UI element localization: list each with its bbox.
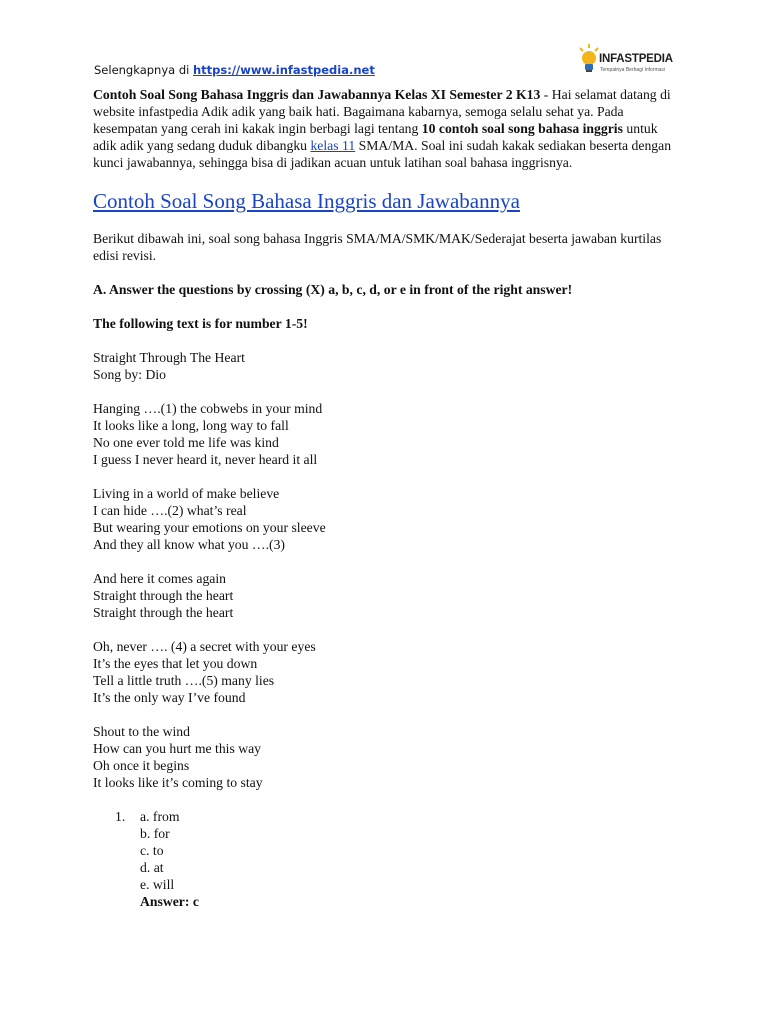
intro-text-2: untuk adik adik yang sedang duduk dibangku (93, 121, 658, 153)
lyric-line: I can hide ….(2) what’s real (93, 503, 247, 518)
lyric-line: But wearing your emotions on your sleeve (93, 520, 326, 535)
page-heading[interactable]: Contoh Soal Song Bahasa Inggris dan Jawabannya (93, 189, 520, 213)
logo-tagline: Tempatnya Berbagi Informasi (600, 67, 666, 73)
lyric-line: Straight through the heart (93, 605, 234, 620)
lyric-line: Oh, never …. (4) a secret with your eyes (93, 639, 316, 654)
lyric-line: Oh once it begins (93, 758, 190, 773)
lyric-line: It’s the only way I’ve found (93, 690, 246, 705)
question-number: 1. (115, 809, 126, 824)
stanza (93, 570, 683, 621)
lyric-line: Shout to the wind (93, 724, 190, 739)
lyric-line: It looks like it’s coming to stay (93, 775, 263, 790)
intro-text-3: SMA/MA. Soal ini sudah kakak sediakan beserta dengan kunci jawabannya, sehingga bisa di jadikan acuan untuk latihan soal bahasa inggrisnya. (93, 138, 672, 170)
stanza (93, 723, 683, 791)
lyric-line: And here it comes again (93, 571, 227, 586)
option-c: c. to (140, 843, 164, 858)
description: Berikut dibawah ini, soal song bahasa Inggris SMA/MA/SMK/MAK/Sederajat beserta jawaban kurtilas edisi revisi. (93, 231, 662, 263)
lyric-line: No one ever told me life was kind (93, 435, 279, 450)
song-lyrics (93, 349, 683, 791)
lyric-line: Tell a little truth ….(5) many lies (93, 673, 275, 688)
lightbulb-icon (578, 44, 600, 74)
option-e: e. will (140, 877, 175, 892)
option-a: a. from (140, 809, 180, 824)
option-d: d. at (140, 860, 164, 875)
stanza (93, 400, 683, 468)
intro-paragraph (93, 86, 683, 171)
lyric-line: It looks like a long, long way to fall (93, 418, 289, 433)
song-artist: Song by: Dio (93, 367, 167, 382)
answer-key: Answer: c (140, 894, 199, 909)
intro-bold-2: 10 contoh soal song bahasa inggris (421, 121, 623, 136)
song-title: Straight Through The Heart (93, 350, 245, 365)
source-line (94, 63, 375, 77)
text-for-label: The following text is for number 1-5! (93, 316, 308, 331)
lyric-line: Hanging ….(1) the cobwebs in your mind (93, 401, 323, 416)
logo-name: INFASTPEDIA (599, 53, 673, 65)
instruction: A. Answer the questions by crossing (X) a, b, c, d, or e in front of the right answer! (93, 282, 573, 297)
infastpedia-logo (578, 42, 678, 80)
lyric-line: Living in a world of make believe (93, 486, 280, 501)
lyric-line: It’s the eyes that let you down (93, 656, 258, 671)
stanza (93, 485, 683, 553)
lyric-line: Straight through the heart (93, 588, 234, 603)
option-b: b. for (140, 826, 170, 841)
lyric-line: I guess I never heard it, never heard it all (93, 452, 318, 467)
source-link[interactable]: https://www.infastpedia.net (193, 63, 375, 77)
intro-text-1: - Hai selamat datang di website infastpedia Adik adik yang baik hati. Bagaimana kabarnya, semoga selalu sehat ya. Pada kesempatan yang cerah ini kakak ingin berbagi lagi tentang (93, 87, 671, 136)
document-body (93, 86, 683, 910)
source-prefix: Selengkapnya di (94, 63, 190, 77)
question-1 (93, 808, 683, 910)
kelas-11-link[interactable]: kelas 11 (310, 138, 356, 153)
intro-title: Contoh Soal Song Bahasa Inggris dan Jawabannya Kelas XI Semester 2 K13 (93, 87, 541, 102)
lyric-line: And they all know what you ….(3) (93, 537, 285, 552)
lyric-line: How can you hurt me this way (93, 741, 262, 756)
stanza (93, 638, 683, 706)
